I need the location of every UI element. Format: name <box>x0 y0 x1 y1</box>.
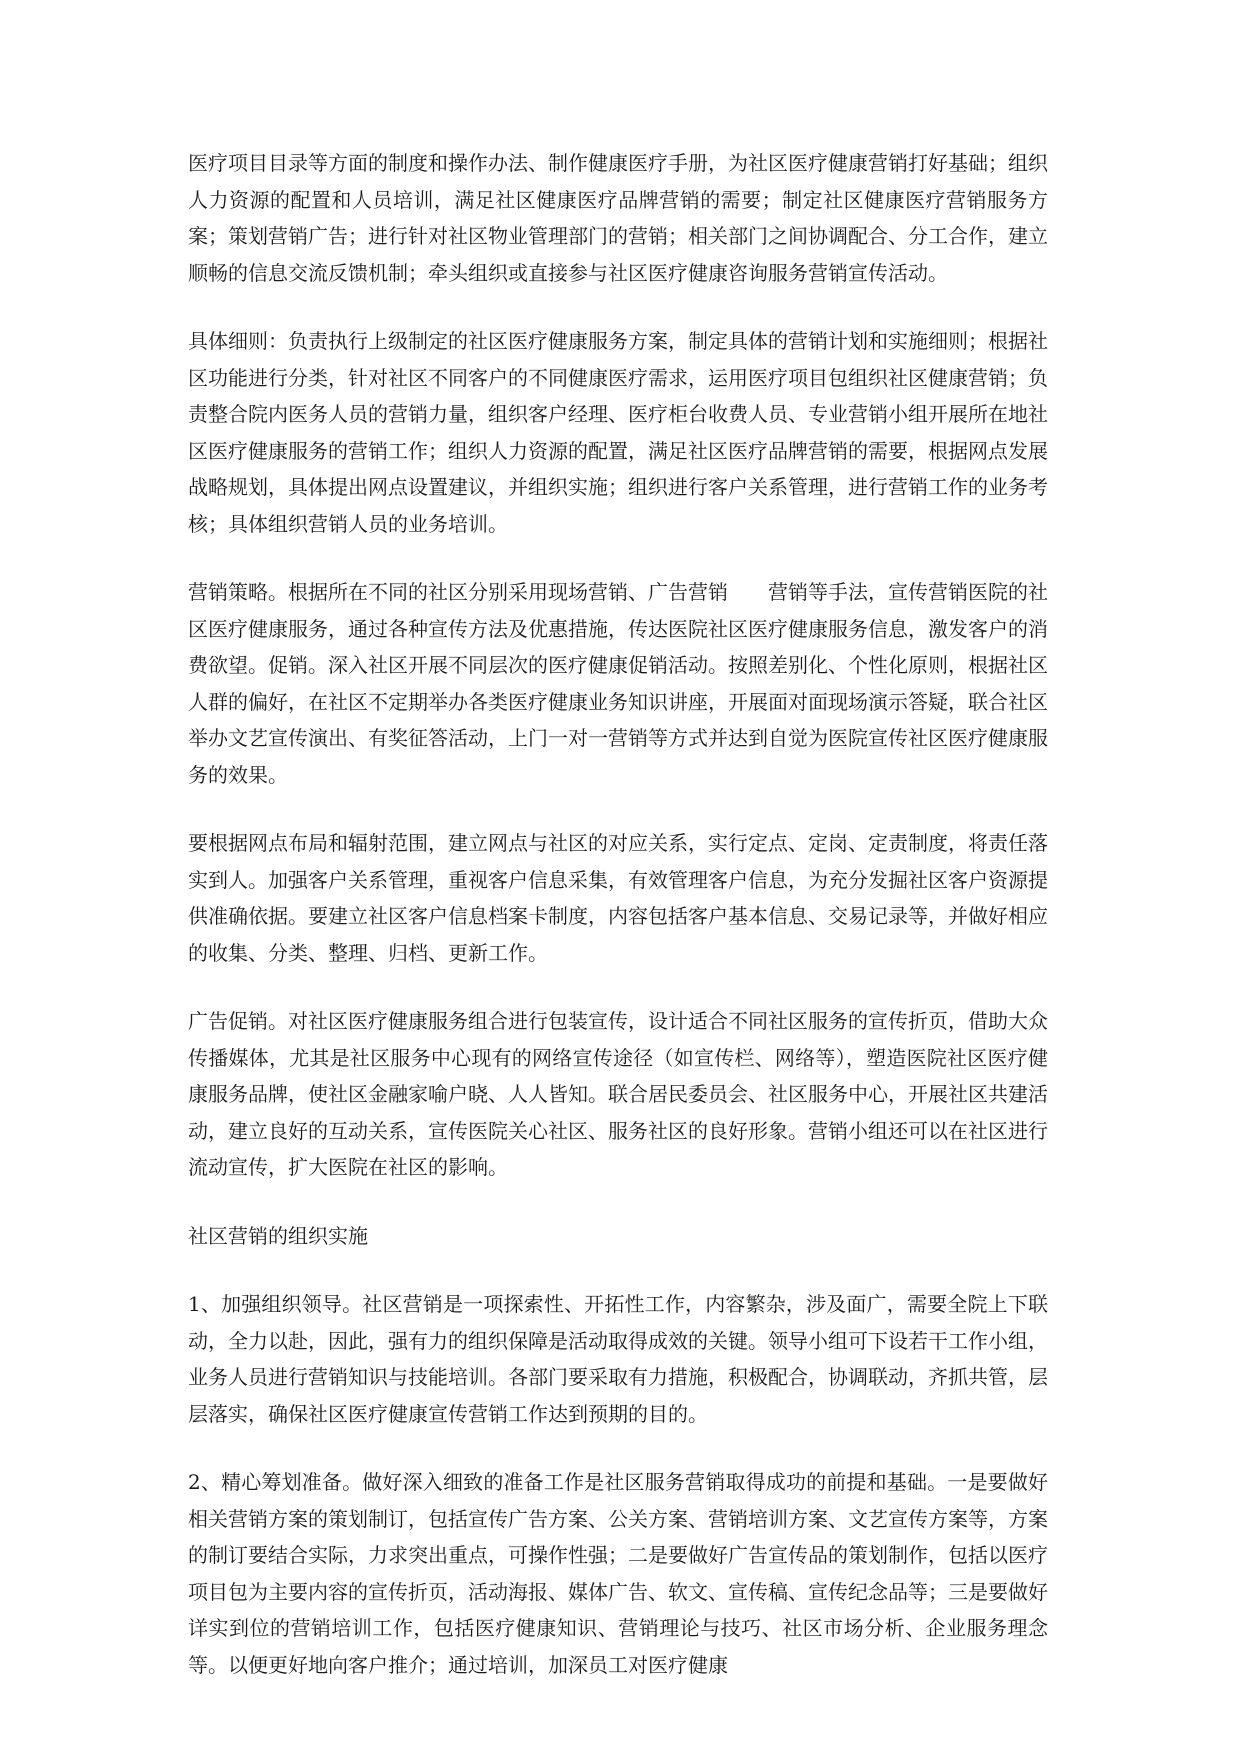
paragraph-advertising-promotion: 广告促销。对社区医疗健康服务组合进行包装宣传，设计适合不同社区服务的宣传折页，借助大众传播媒体，尤其是社区服务中心现有的网络宣传途径（如宣传栏、网络等），塑造医院社区医疗健康服务品牌，使社区金融家喻户晓、人人皆知。联合居民委员会、社区服务中心，开展社区共建活动，建立良好的互动关系，宣传医院关心社区、服务社区的良好形象。营销小组还可以在社区进行流动宣传，扩大医院在社区的影响。 <box>188 1009 1048 1179</box>
paragraph-specific-rules: 具体细则：负责执行上级制定的社区医疗健康服务方案，制定具体的营销计划和实施细则；根据社区功能进行分类，针对社区不同客户的不同健康医疗需求，运用医疗项目包组织社区健康营销；负责整合院内医务人员的营销力量，组织客户经理、医疗柜台收费人员、专业营销小组开展所在地社区医疗健康服务的营销工作；组织人力资源的配置，满足社区医疗品牌营销的需要，根据网点发展战略规划，具体提出网点设置建议，并组织实施；组织进行客户关系管理，进行营销工作的业务考核；具体组织营销人员的业务培训。 <box>188 329 1048 536</box>
paragraph-marketing-strategy: 营销策略。根据所在不同的社区分别采用现场营销、广告营销 营销等手法，宣传营销医院的社区医疗健康服务，通过各种宣传方法及优惠措施，传达医院社区医疗健康服务信息，激发客户的消费欲望。促销。深入社区开展不同层次的医疗健康促销活动。按照差别化、个性化原则，根据社区人群的偏好，在社区不定期举办各类医疗健康业务知识讲座，开展面对面现场演示答疑，联合社区举办文艺宣传演出、有奖征答活动，上门一对一营销等方式并达到自觉为医院宣传社区医疗健康服务的效果。 <box>188 580 1048 787</box>
paragraph-institution-duties: 医疗项目目录等方面的制度和操作办法、制作健康医疗手册，为社区医疗健康营销打好基础；组织人力资源的配置和人员培训，满足社区健康医疗品牌营销的需要；制定社区健康医疗营销服务方案；策划营销广告；进行针对社区物业管理部门的营销；相关部门之间协调配合、分工合作，建立顺畅的信息交流反馈机制；牵头组织或直接参与社区医疗健康咨询服务营销宣传活动。 <box>188 151 1048 285</box>
document-page <box>188 145 1048 1715</box>
paragraph-item-1-leadership: 1、加强组织领导。社区营销是一项探索性、开拓性工作，内容繁杂，涉及面广，需要全院上下联动，全力以赴，因此，强有力的组织保障是活动取得成效的关键。领导小组可下设若干工作小组，业务人员进行营销知识与技能培训。各部门要采取有力措施，积极配合，协调联动，齐抓共管，层层落实，确保社区医疗健康宣传营销工作达到预期的目的。 <box>188 1292 1048 1426</box>
paragraph-network-layout: 要根据网点布局和辐射范围，建立网点与社区的对应关系，实行定点、定岗、定责制度，将责任落实到人。加强客户关系管理，重视客户信息采集，有效管理客户信息，为充分发掘社区客户资源提供准确依据。要建立社区客户信息档案卡制度，内容包括客户基本信息、交易记录等，并做好相应的收集、分类、整理、归档、更新工作。 <box>188 831 1048 965</box>
paragraph-item-2-preparation: 2、精心筹划准备。做好深入细致的准备工作是社区服务营销取得成功的前提和基础。一是要做好相关营销方案的策划制订，包括宣传广告方案、公关方案、营销培训方案、文艺宣传方案等，方案的制订要结合实际，力求突出重点，可操作性强；二是要做好广告宣传品的策划制作，包括以医疗项目包为主要内容的宣传折页，活动海报、媒体广告、软文、宣传稿、宣传纪念品等；三是要做好详实到位的营销培训工作，包括医疗健康知识、营销理论与技巧、社区市场分析、企业服务理念等。以便更好地向客户推介；通过培训，加深员工对医疗健康 <box>188 1470 1048 1677</box>
section-heading: 社区营销的组织实施 <box>188 1223 368 1248</box>
